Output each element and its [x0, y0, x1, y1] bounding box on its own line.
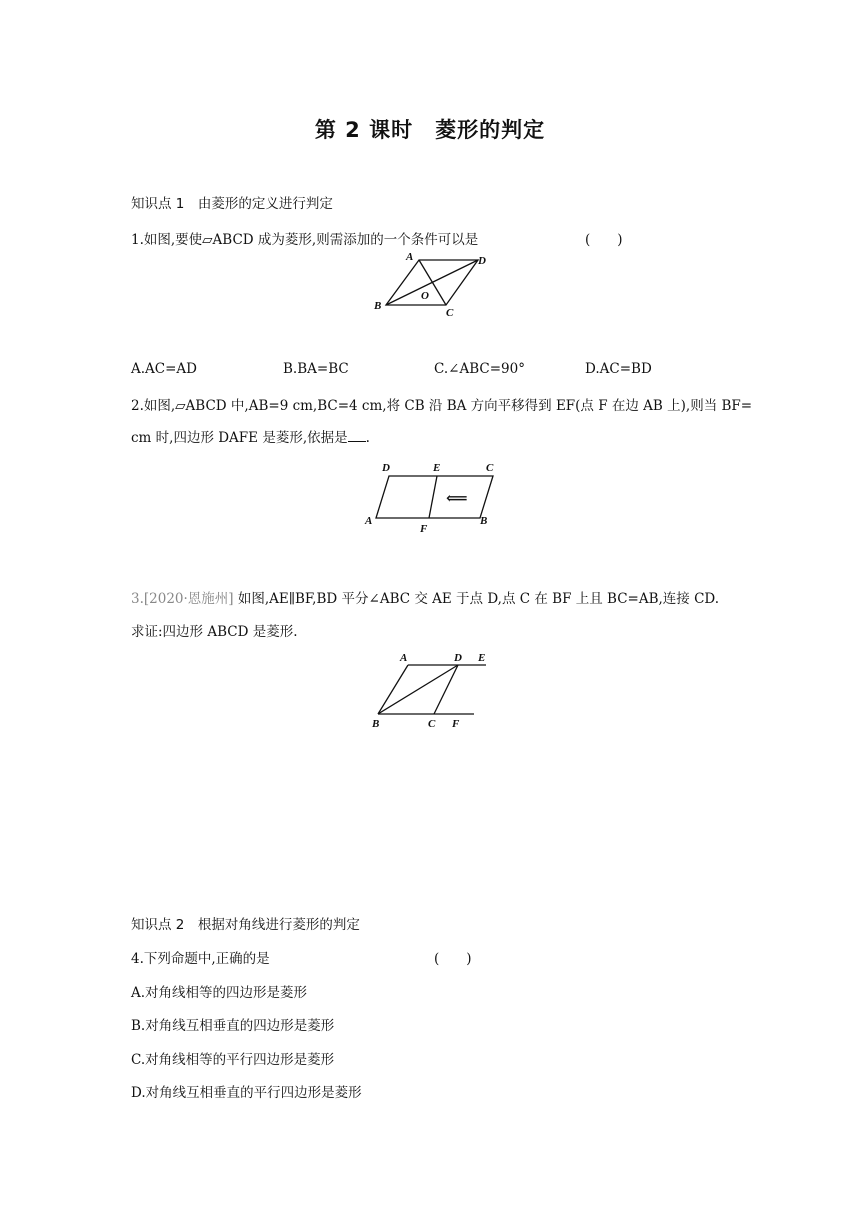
- q2-stem: 2.如图,▱ABCD 中,AB=9 cm,BC=4 cm,将 CB 沿 BA 方向平移得到 EF(点 F 在边 AB 上),则当 BF=: [131, 398, 753, 414]
- q2-segment-ef: [429, 476, 437, 518]
- q4-option-a: A.对角线相等的四边形是菱形: [131, 985, 308, 1001]
- q2-line2: [131, 426, 370, 446]
- q1-label-d: D: [478, 255, 486, 267]
- section-heading-1: 知识点 1 由菱形的定义进行判定: [131, 196, 333, 212]
- q4-option-c: C.对角线相等的平行四边形是菱形: [131, 1052, 335, 1068]
- q1-stem: 1.如图,要使▱ABCD 成为菱形,则需添加的一个条件可以是: [131, 232, 479, 248]
- q3-label-b: B: [372, 718, 380, 730]
- q1-label-c: C: [446, 307, 454, 319]
- section-heading-2: 知识点 2 根据对角线进行菱形的判定: [131, 917, 360, 933]
- q3-line2: 求证:四边形 ABCD 是菱形.: [131, 624, 298, 640]
- q2-parallelogram: [376, 476, 493, 518]
- q1-label-b: B: [374, 300, 382, 312]
- q3-label-a: A: [400, 652, 408, 664]
- q2-line2-text: cm 时,四边形 DAFE 是菱形,依据是: [131, 430, 348, 446]
- q4-stem: 4.下列命题中,正确的是: [131, 951, 270, 967]
- q2-label-d: D: [382, 462, 390, 474]
- q2-label-c: C: [486, 462, 494, 474]
- q1-label-a: A: [406, 251, 414, 263]
- q3-stem-line: [131, 587, 719, 607]
- q2-label-a: A: [365, 515, 373, 527]
- q4-answer-bracket: ( ): [434, 951, 472, 967]
- q1-option-a: A.AC=AD: [131, 361, 198, 377]
- q2-figure: [360, 458, 510, 538]
- q3-label-e: E: [478, 652, 486, 664]
- q1-figure: [366, 250, 500, 322]
- q3-label-d: D: [454, 652, 462, 664]
- q3-label-c: C: [428, 718, 436, 730]
- q4-option-d: D.对角线互相垂直的平行四边形是菱形: [131, 1085, 362, 1101]
- q2-arrow-icon: ⟸: [446, 491, 468, 507]
- q3-figure: [366, 648, 496, 732]
- q3-segment-ab: [378, 665, 408, 714]
- q1-option-b: B.BA=BC: [283, 361, 349, 377]
- q1-answer-bracket: ( ): [585, 232, 623, 248]
- q4-option-b: B.对角线互相垂直的四边形是菱形: [131, 1018, 335, 1034]
- page-title: 第 2 课时 菱形的判定: [314, 118, 546, 142]
- q3-source: 3.[2020·恩施州]: [131, 591, 234, 607]
- q1-diagonal-bd: [386, 260, 478, 305]
- q3-label-f: F: [452, 718, 460, 730]
- q2-label-b: B: [480, 515, 488, 527]
- q2-answer-blank: [348, 429, 366, 442]
- q1-label-o: O: [421, 290, 429, 302]
- q2-label-f: F: [420, 523, 428, 535]
- q3-stem: 如图,AE∥BF,BD 平分∠ABC 交 AE 于点 D,点 C 在 BF 上且 BC=AB,连接 CD.: [237, 591, 720, 607]
- q1-option-d: D.AC=BD: [585, 361, 652, 377]
- q2-line2-end: .: [365, 430, 370, 446]
- q2-label-e: E: [433, 462, 441, 474]
- q1-option-c: C.∠ABC=90°: [434, 361, 525, 377]
